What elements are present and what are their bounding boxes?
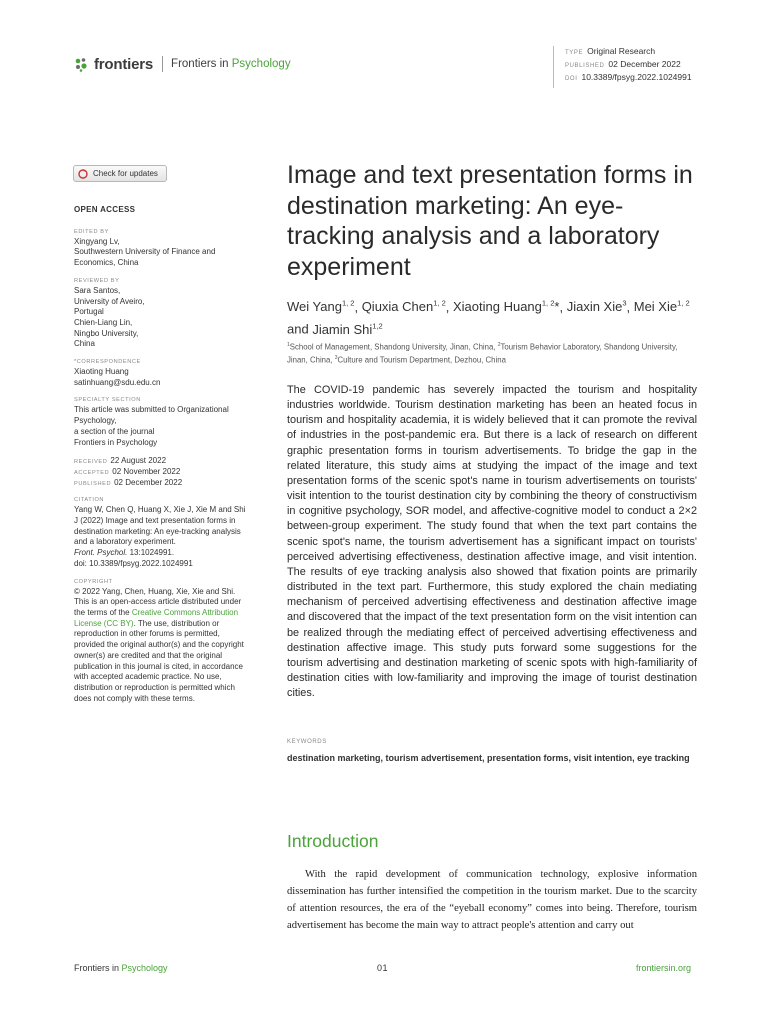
meta-type-value: Original Research <box>587 46 656 56</box>
journal-suffix: Psychology <box>231 58 291 70</box>
copyright <box>74 578 250 705</box>
citation-text: Yang W, Chen Q, Huang X, Xie J, Xie M and Shi J (2022) Image and text presentation forms in destination marketing: An eye-tracking analysis and a laboratory experiment. <box>74 505 246 547</box>
article-title: Image and text presentation forms in destination marketing: An eye-tracking analysis and a laboratory experiment <box>287 161 693 281</box>
affiliation-text: School of Management, Shandong University, Jinan, China, <box>289 342 498 352</box>
affiliation-sup: 3 <box>334 354 338 361</box>
citation-journal: Front. Psychol. <box>74 548 128 558</box>
abstract: The COVID-19 pandemic has severely impacted the tourism and hospitality industries worldwide. Tourism destination marketing has been an heated focus in tourism and hospitality academia, it is widely believed that it can promote the revival of industries in the post-pandemic era. But there is a lack of research on different graphic presentation forms in tourism advertisements. To bridge the gap in the related literature, this study aims at studying the impact of the image and text presentation forms of the scenic spot's name in tourism advertisements on tourists' visit intention to the tourist destination city by combining the theory of constructivism in cognitive psychology, SOR model, and affective-cognitive model to conduct a 2×2 between-group experiment. The study found that when the text part contains the scenic spot's name, the tourism advertisement has a significant impact on tourists' perceived advertising effectiveness, destination affective image, and visit intention. The results of eye tracking analysis also showed that fixation points are primarily distributed in the text part. Furthermore, this study explored the chain mediating mechanism of perceived advertising effectiveness and destination affective image and discovered that the impact of the text presentation form on the visit intention can be realized through the mediating effect of perceived advertising effectiveness and destination affective image. This study puts forward some suggestions for the tourism advertising and destination marketing of scenic spots with high-familiarity of destination cities with low-familiarity and improving the image of tourist destination cities. <box>287 384 697 700</box>
author-name[interactable]: Qiuxia Chen$^{1, 2}$ <box>361 299 446 315</box>
affiliation-sup: 2 <box>497 342 501 348</box>
author-name[interactable]: Wei Yang$^{1, 2}$ <box>287 299 355 315</box>
meta-type <box>565 46 692 59</box>
meta-doi-value[interactable]: 10.3389/fpsyg.2022.1024991 <box>581 72 692 82</box>
edited-by-label: EDITED BY <box>74 228 109 235</box>
accepted-value: 02 November 2022 <box>112 466 181 476</box>
article-meta <box>553 46 692 88</box>
meta-type-key: TYPE <box>565 50 584 56</box>
author-name[interactable]: Mei Xie$^{1, 2}$ <box>633 299 690 315</box>
copyright-text-a: © 2022 Yang, Chen, Huang, Xie, Xie and Shi. This is an open-access article distributed under the terms of the <box>74 586 242 617</box>
received-value: 22 August 2022 <box>110 456 167 466</box>
check-for-updates-label: Check for updates <box>93 169 158 178</box>
check-for-updates-button[interactable] <box>73 165 167 182</box>
reviewed-by <box>74 277 250 350</box>
copyright-text <box>74 587 250 705</box>
section-heading-introduction: Introduction <box>287 831 379 851</box>
article-info-sidebar <box>74 205 250 712</box>
journal-name[interactable] <box>171 58 291 70</box>
author-affiliation-sup: 1, 2 <box>677 299 690 308</box>
frontiers-logo-icon <box>74 57 89 72</box>
specialty-section <box>74 396 250 448</box>
open-access-label: OPEN ACCESS <box>74 205 136 214</box>
affiliation-sup: 1 <box>287 342 290 348</box>
specialty-value: This article was submitted to Organizational Psychology, a section of the journal Frontiers in Psychology <box>74 405 229 447</box>
edited-by-value: Xingyang Lv, Southwestern University of Finance and Economics, China <box>74 236 216 268</box>
footer-journal <box>74 963 168 973</box>
author-affiliation-sup: 1, 2 <box>433 299 446 308</box>
author-name[interactable]: Jiaxin Xie$^3$ <box>566 299 627 315</box>
correspondence-label: *CORRESPONDENCE <box>74 359 141 366</box>
meta-published <box>565 59 692 72</box>
refresh-icon <box>78 169 88 179</box>
meta-published-value: 02 December 2022 <box>608 59 681 69</box>
citation-doi[interactable]: doi: 10.3389/fpsyg.2022.1024991 <box>74 558 193 568</box>
frontiers-logo[interactable] <box>74 55 291 73</box>
journal-prefix: Frontiers in <box>171 58 232 70</box>
meta-doi <box>565 72 692 85</box>
author-affiliation-sup: 3 <box>622 299 627 308</box>
footer-journal-suffix: Psychology <box>121 963 168 973</box>
affiliation-text: Culture and Tourism Department, Dezhou, China <box>337 355 506 365</box>
dates <box>74 456 250 488</box>
keywords: destination marketing, tourism advertisement, presentation forms, visit intention, eye tracking <box>287 753 690 763</box>
affiliations <box>287 340 697 365</box>
accepted-date <box>74 467 250 478</box>
brand-name: frontiers <box>94 55 154 73</box>
footer-website-link[interactable]: frontiersin.org <box>636 963 692 973</box>
reviewed-by-label: REVIEWED BY <box>74 277 120 284</box>
meta-published-key: PUBLISHED <box>565 63 605 69</box>
cc-by-license-link[interactable]: Creative Commons Attribution License (CC BY) <box>74 607 239 628</box>
copyright-text-b: . The use, distribution or reproduction in other forums is permitted, provided the original author(s) and the copyright owner(s) are credited and that the original publication in this journal is cited, in accordance with accepted academic practice. No use, distribution or reproduction is permitted which does not comply with these terms. <box>74 618 244 703</box>
citation <box>74 496 250 569</box>
author-list: Wei Yang$^{1, 2}$, Qiuxia Chen$^{1, 2}$, Xiaoting Huang$^{1, 2}$*, Jiaxin Xie$^3$, Mei Xie$^{1, 2}$ and Jiamin Shi$^{1,2}$ <box>287 299 690 337</box>
author-affiliation-sup: 1,2 <box>372 321 383 331</box>
page-number: 01 <box>377 963 389 973</box>
meta-doi-key: DOI <box>565 76 578 82</box>
author-name[interactable]: Jiamin Shi$^{1,2}$ <box>312 321 383 337</box>
author-affiliation-sup: 1, 2 <box>541 299 555 308</box>
correspondence <box>74 358 250 388</box>
introduction-paragraph: With the rapid development of communication technology, explosive information dissemination has further intensified the competition in the tourism market. Due to the scarcity of attention resources, the era of the “eyeball economy” comes into being. Therefore, tourism advertisement has become the main way to attract people's attention and carry out <box>287 869 697 931</box>
author-name[interactable]: Xiaoting Huang$^{1, 2}$* <box>452 299 560 315</box>
reviewed-by-value: Sara Santos, University of Aveiro, Portugal Chien-Liang Lin, Ningbo University, China <box>74 285 145 349</box>
copyright-label: COPYRIGHT <box>74 578 113 585</box>
header-divider <box>162 56 163 72</box>
received-date <box>74 456 250 467</box>
published-value: 02 December 2022 <box>114 477 183 487</box>
keywords-label: KEYWORDS <box>287 739 327 745</box>
accepted-label: ACCEPTED <box>74 469 110 476</box>
citation-label: CITATION <box>74 497 105 504</box>
received-label: RECEIVED <box>74 459 108 466</box>
author-affiliation-sup: 1, 2 <box>341 299 355 308</box>
affiliation-text: Tourism Behavior Laboratory, Shandong University, Jinan, China, <box>287 342 678 365</box>
published-label: PUBLISHED <box>74 480 112 487</box>
citation-volume: 13:1024991. <box>127 548 175 558</box>
published-date <box>74 478 250 489</box>
edited-by <box>74 228 250 269</box>
specialty-label: SPECIALTY SECTION <box>74 397 141 404</box>
footer-journal-prefix: Frontiers in <box>74 963 122 973</box>
correspondence-value[interactable]: Xiaoting Huang satinhuang@sdu.edu.cn <box>74 367 161 387</box>
